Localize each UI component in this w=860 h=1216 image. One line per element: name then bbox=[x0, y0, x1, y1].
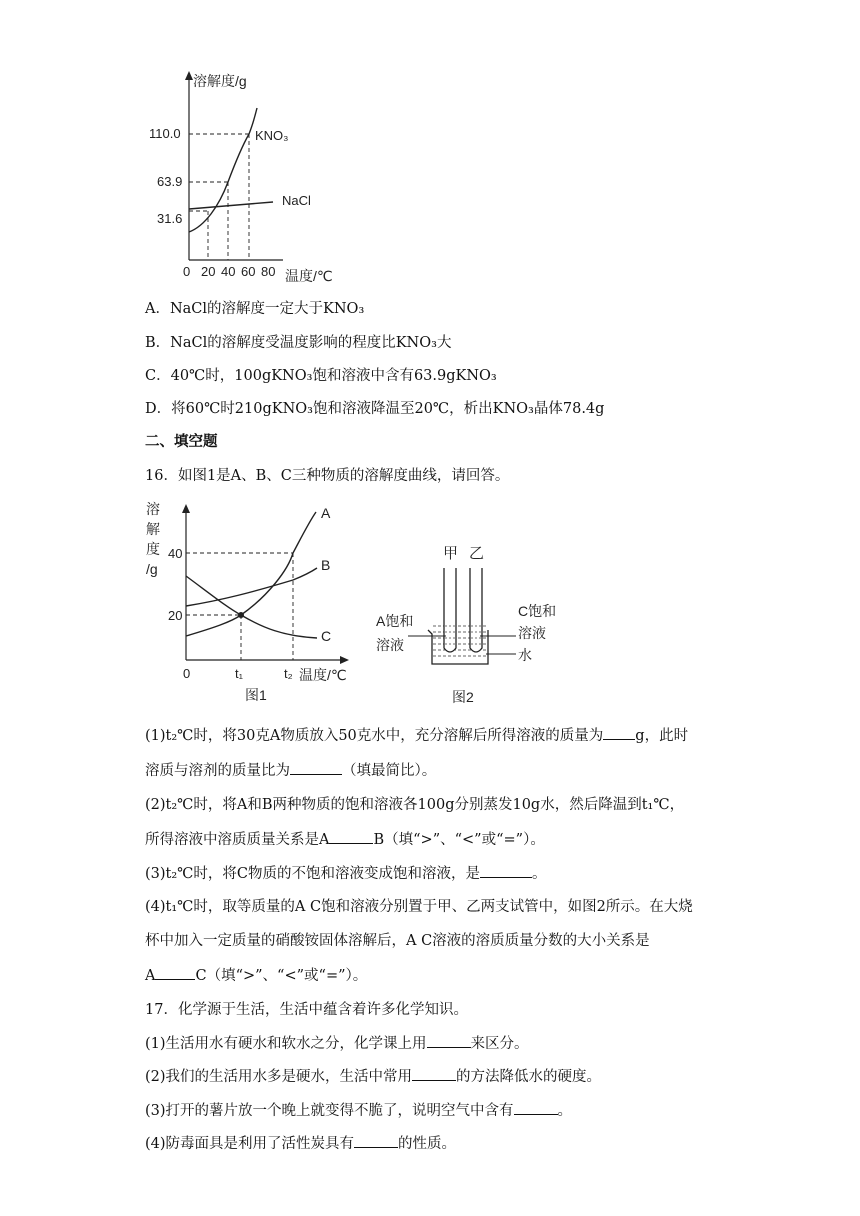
q16-part4-line3: A C（填“>”、“<”或“=”）。 bbox=[145, 965, 367, 986]
tube-yi-label: 乙 bbox=[469, 545, 485, 562]
fig1-x-label: 温度/℃ bbox=[299, 667, 347, 683]
x-tick-0: 0 bbox=[183, 264, 191, 279]
x-tick-80: 80 bbox=[261, 264, 276, 279]
curve-a-label: A bbox=[321, 505, 331, 521]
fig2-caption: 图2 bbox=[452, 689, 474, 705]
solubility-chart-kno3-nacl bbox=[149, 66, 333, 296]
answer-blank[interactable] bbox=[480, 863, 532, 878]
figure-2-beaker-test-tubes bbox=[370, 540, 570, 710]
answer-blank[interactable] bbox=[290, 760, 342, 775]
tube-yi bbox=[470, 568, 482, 652]
curve-a bbox=[186, 512, 316, 636]
option-d: D．将60℃时210gKNO₃饱和溶液降温至20℃，析出KNO₃晶体78.4g bbox=[145, 401, 605, 417]
fig1-y-label-2: 解 bbox=[146, 521, 160, 537]
q16-part1-line1: (1)t₂℃时，将30克A物质放入50克水中，充分溶解后所得溶液的质量为 g，此时 bbox=[145, 725, 688, 746]
q16-part3: (3)t₂℃时，将C物质的不饱和溶液变成饱和溶液，是 。 bbox=[145, 863, 547, 884]
section-heading: 二、填空题 bbox=[145, 434, 218, 450]
q16-part1-line2: 溶质与溶剂的质量比为 （填最简比）。 bbox=[145, 760, 436, 781]
answer-blank[interactable] bbox=[412, 1066, 456, 1081]
q16-part4-line2: 杯中加入一定质量的硝酸铵固体溶解后，A C溶液的溶质质量分数的大小关系是 bbox=[145, 933, 650, 949]
fig2-water-label: 水 bbox=[518, 647, 532, 663]
option-c: C．40℃时，100gKNO₃饱和溶液中含有63.9gKNO₃ bbox=[145, 368, 497, 384]
q17-part4: (4)防毒面具是利用了活性炭具有 的性质。 bbox=[145, 1133, 456, 1154]
x-axis-label: 温度/℃ bbox=[285, 268, 333, 284]
fig1-y-tick-40: 40 bbox=[168, 546, 183, 561]
fig1-y-label-4: /g bbox=[146, 561, 158, 577]
fig1-y-label-1: 溶 bbox=[146, 501, 160, 517]
fig1-x-tick-t1: t₁ bbox=[235, 666, 243, 681]
answer-blank[interactable] bbox=[155, 965, 195, 980]
x-tick-40: 40 bbox=[221, 264, 236, 279]
tube-jia-label: 甲 bbox=[443, 545, 459, 562]
kno3-curve bbox=[189, 108, 257, 232]
y-tick-110: 110.0 bbox=[149, 126, 181, 141]
answer-blank[interactable] bbox=[354, 1133, 398, 1148]
q17-part2: (2)我们的生活用水多是硬水，生活中常用 的方法降低水的硬度。 bbox=[145, 1066, 601, 1087]
q16-part2-line2: 所得溶液中溶质质量关系是A B（填“>”、“<”或“=”）。 bbox=[145, 829, 545, 850]
tube-jia bbox=[444, 568, 456, 652]
fig1-y-label-3: 度 bbox=[146, 541, 160, 557]
q16-stem: 16．如图1是A、B、C三种物质的溶解度曲线，请回答。 bbox=[145, 468, 510, 484]
fig2-right-label-1: C饱和 bbox=[518, 603, 557, 619]
answer-blank[interactable] bbox=[329, 829, 373, 844]
q17-stem: 17．化学源于生活，生活中蕴含着许多化学知识。 bbox=[145, 1002, 468, 1018]
answer-blank[interactable] bbox=[427, 1033, 471, 1048]
answer-blank[interactable] bbox=[603, 725, 635, 740]
figure-1-solubility-curves bbox=[143, 500, 358, 710]
answer-blank[interactable] bbox=[514, 1100, 558, 1115]
curve-c-label: C bbox=[321, 628, 332, 644]
kno3-label: KNO₃ bbox=[255, 128, 289, 143]
fig1-y-tick-20: 20 bbox=[168, 608, 183, 623]
option-a: A．NaCl的溶解度一定大于KNO₃ bbox=[145, 301, 365, 317]
nacl-label: NaCl bbox=[282, 193, 311, 208]
fig2-right-label-2: 溶液 bbox=[518, 625, 546, 641]
fig1-x-tick-t2: t₂ bbox=[284, 666, 293, 681]
fig1-caption: 图1 bbox=[245, 687, 267, 703]
curve-b-label: B bbox=[321, 557, 331, 573]
fig2-left-label-2: 溶液 bbox=[376, 637, 404, 653]
q16-part4-line1: (4)t₁℃时，取等质量的A C饱和溶液分别置于甲、乙两支试管中，如图2所示。在大烧 bbox=[145, 899, 693, 915]
q16-part2-line1: (2)t₂℃时，将A和B两种物质的饱和溶液各100g分别蒸发10g水，然后降温到t₁℃， bbox=[145, 797, 685, 813]
intersection-point bbox=[238, 612, 244, 618]
curve-b bbox=[186, 568, 317, 606]
y-tick-63-9: 63.9 bbox=[157, 174, 183, 189]
nacl-line bbox=[189, 202, 273, 209]
option-b: B．NaCl的溶解度受温度影响的程度比KNO₃大 bbox=[145, 335, 452, 351]
fig2-left-label-1: A饱和 bbox=[376, 613, 414, 629]
x-tick-60: 60 bbox=[241, 264, 256, 279]
q17-part1: (1)生活用水有硬水和软水之分，化学课上用 来区分。 bbox=[145, 1033, 529, 1054]
fig1-x-tick-0: 0 bbox=[183, 666, 191, 681]
y-tick-31-6: 31.6 bbox=[157, 211, 183, 226]
q17-part3: (3)打开的薯片放一个晚上就变得不脆了，说明空气中含有 。 bbox=[145, 1100, 572, 1121]
y-axis-label: 溶解度/g bbox=[193, 73, 247, 89]
x-tick-20: 20 bbox=[201, 264, 216, 279]
